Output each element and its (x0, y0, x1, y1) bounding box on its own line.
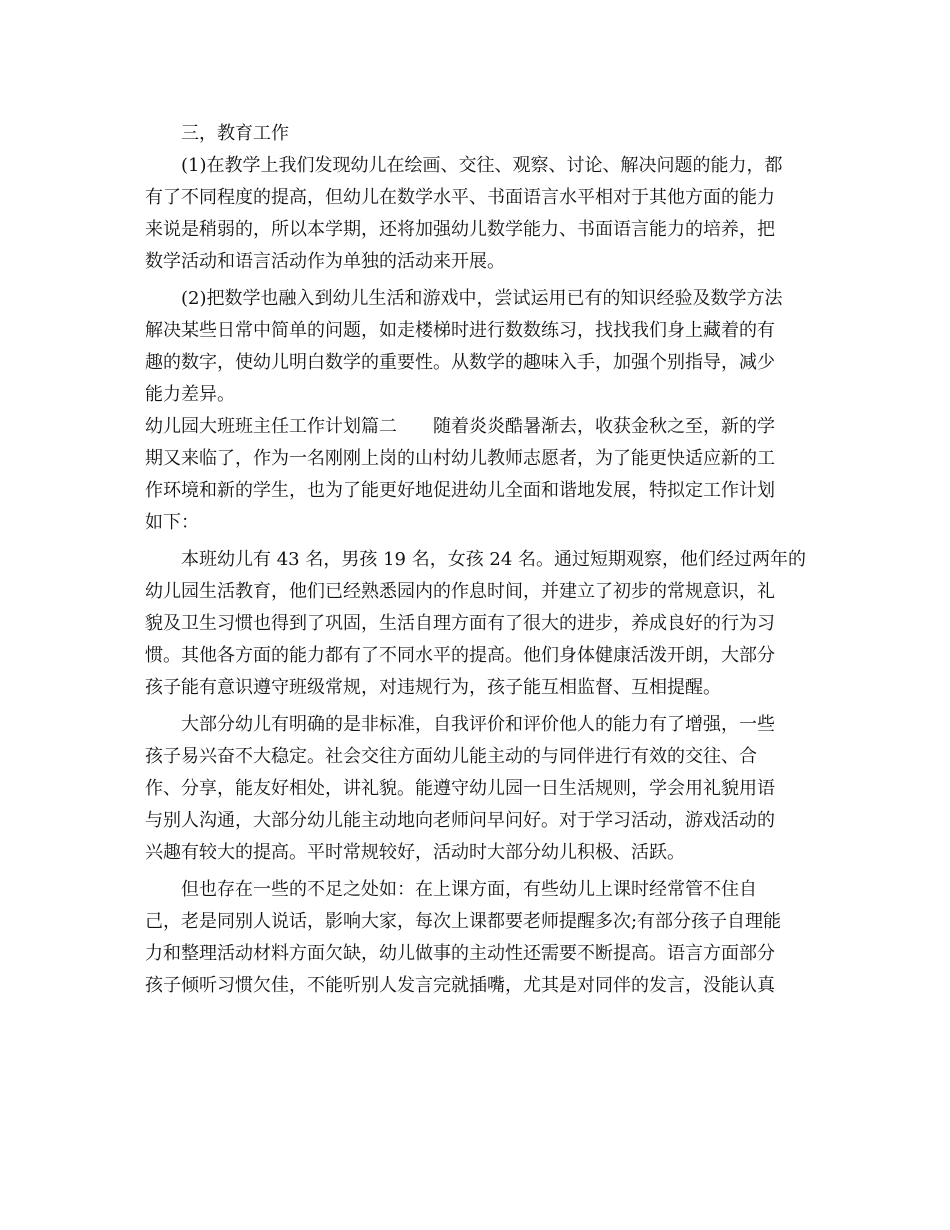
paragraph-line: 与别人沟通，大部分幼儿能主动地向老师问早问好。对于学习活动，游戏活动的 (145, 810, 775, 831)
paragraph-line: 孩子易兴奋不大稳定。社会交往方面幼儿能主动的与同伴进行有效的交往、合 (145, 746, 757, 767)
paragraph-line: 孩子倾听习惯欠佳，不能听别人发言完就插嘴，尤其是对同伴的发言，没能认真 (145, 975, 775, 996)
paragraph-line: 来说是稍弱的，所以本学期，还将加强幼儿数学能力、书面语言能力的培养，把 (145, 219, 775, 240)
paragraph-1 (145, 150, 805, 278)
paragraph-line: 能力差异。 (145, 384, 235, 405)
paragraph-line: 力和整理活动材料方面欠缺，幼儿做事的主动性还需要不断提高。语言方面部分 (145, 943, 775, 964)
paragraph-line: 趣的数字，使幼儿明白数学的重要性。从数学的趣味入手，加强个别指导，减少 (145, 352, 775, 373)
paragraph-line: 幼儿园生活教育，他们已经熟悉园内的作息时间，并建立了初步的常规意识，礼 (145, 581, 775, 602)
paragraph-line: 大部分幼儿有明确的是非标准，自我评价和评价他人的能力有了增强，一些 (181, 714, 775, 735)
paragraph-line: 孩子能有意识遵守班级常规，对违规行为，孩子能互相监督、互相提醒。 (145, 677, 721, 698)
section-heading: 三，教育工作 (181, 123, 289, 144)
paragraph-line: 惯。其他各方面的能力都有了不同水平的提高。他们身体健康活泼开朗，大部分 (145, 645, 775, 666)
paragraph-line: 但也存在一些的不足之处如：在上课方面，有些幼儿上课时经常管不住自 (181, 879, 757, 900)
paragraph-line: 本班幼儿有 43 名，男孩 19 名，女孩 24 名。通过短期观察，他们经过两年的 (181, 549, 807, 570)
paragraph-line: 期又来临了，作为一名刚刚上岗的山村幼儿教师志愿者，为了能更快适应新的工 (145, 448, 775, 469)
paragraph-line: 有了不同程度的提高，但幼儿在数学水平、书面语言水平相对于其他方面的能力 (145, 187, 775, 208)
paragraph-2 (145, 283, 805, 411)
paragraph-line: 作环境和新的学生，也为了能更好地促进幼儿全面和谐地发展，特拟定工作计划 (145, 480, 775, 501)
paragraph-line: 数学活动和语言活动作为单独的活动来开展。 (145, 251, 505, 272)
paragraph-line: (2)把数学也融入到幼儿生活和游戏中，尝试运用已有的知识经验及数学方法 (181, 288, 783, 309)
paragraph-line: 解决某些日常中简单的问题，如走楼梯时进行数数练习，找找我们身上藏着的有 (145, 320, 775, 341)
document-body (145, 118, 805, 1002)
paragraph-4 (145, 544, 805, 704)
paragraph-6 (145, 874, 805, 1002)
paragraph-5 (145, 709, 805, 869)
paragraph-3 (145, 411, 805, 539)
paragraph-line: 己，老是同别人说话，影响大家，每次上课都要老师提醒多次;有部分孩子自理能 (145, 911, 782, 932)
paragraph-line: (1)在教学上我们发现幼儿在绘画、交往、观察、讨论、解决问题的能力，都 (181, 155, 783, 176)
paragraph-line: 幼儿园大班班主任工作计划篇二 随着炎炎酷暑渐去，收获金秋之至，新的学 (145, 416, 775, 437)
paragraph-line: 貌及卫生习惯也得到了巩固，生活自理方面有了很大的进步，养成良好的行为习 (145, 613, 775, 634)
paragraph-line: 作、分享，能友好相处，讲礼貌。能遵守幼儿园一日生活规则，学会用礼貌用语 (145, 778, 775, 799)
paragraph-line: 如下： (145, 512, 199, 533)
paragraph-line: 兴趣有较大的提高。平时常规较好，活动时大部分幼儿积极、活跃。 (145, 842, 685, 863)
